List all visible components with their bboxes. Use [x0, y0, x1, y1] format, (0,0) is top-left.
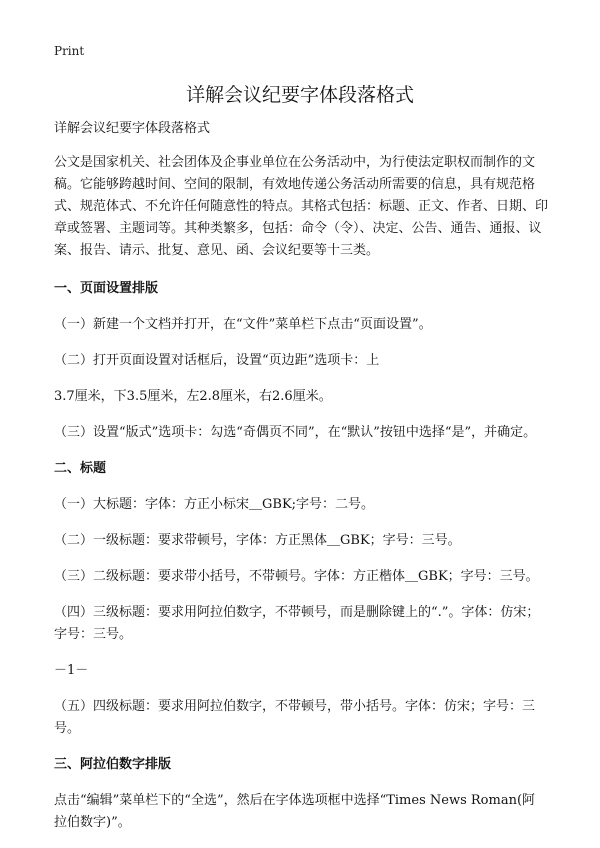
section-heading-page-setup: 一、页面设置排版	[54, 281, 159, 296]
document-body	[54, 118, 548, 848]
paragraph: 点击“编辑”菜单栏下的“全选”，然后在字体选项框中选择“Times News Roman(阿拉伯数字)”。	[54, 793, 536, 830]
subtitle: 详解会议纪要字体段落格式	[54, 121, 211, 136]
paragraph: （二）打开页面设置对话框后，设置“页边距”选项卡：上	[54, 353, 380, 368]
paragraph: （三）二级标题：要求带小括号，不带顿号。字体：方正楷体＿GBK；字号：三号。	[54, 569, 539, 584]
paragraph: （三）设置“版式”选项卡：勾选“奇偶页不同”，在“默认”按钮中选择“是”，并确定。	[54, 425, 537, 440]
section-heading-arabic-numerals: 三、阿拉伯数字排版	[54, 757, 172, 772]
intro-paragraph: 公文是国家机关、社会团体及企事业单位在公务活动中，为行使法定职权而制作的文稿。它能够跨越时间、空间的限制，有效地传递公务活动所需要的信息，具有规范格式、规范体式、不允许任何随意性的特点。其格式包括：标题、正文、作者、日期、印章或签署、主题词等。其种类繁多，包括：命令（令）、决定、公告、通告、通报、议案、报告、请示、批复、意见、函、会议纪要等十三类。	[54, 155, 549, 258]
paragraph: （一）大标题：字体：方正小标宋＿GBK;字号：二号。	[54, 497, 375, 512]
paragraph: 3.7厘米，下3.5厘米，左2.8厘米，右2.6厘米。	[54, 389, 332, 404]
paragraph: （二）一级标题：要求带顿号，字体：方正黑体＿GBK；字号：三号。	[54, 533, 461, 548]
section-heading-titles: 二、标题	[54, 461, 107, 476]
paragraph: （一）新建一个文档并打开，在“文件”菜单栏下点击“页面设置”。	[54, 317, 432, 332]
page-number: －1－	[54, 663, 89, 678]
paragraph: （四）三级标题：要求用阿拉伯数字，不带顿号，而是删除键上的“.”。字体：仿宋；字号：三号。	[54, 605, 540, 642]
document-title: 详解会议纪要字体段落格式	[185, 84, 414, 106]
print-label: Print	[54, 44, 85, 58]
paragraph: （五）四级标题：要求用阿拉伯数字，不带顿号，带小括号。字体：仿宋；字号：三号。	[54, 699, 536, 736]
